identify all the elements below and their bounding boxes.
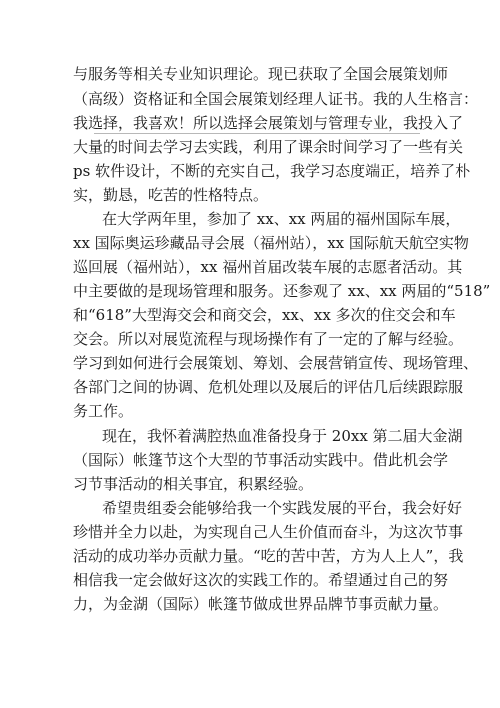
text-line: 珍惜并全力以赴，为实现自己人生价值而奋斗，为这次节事	[73, 523, 464, 541]
text-line: 在大学两年里，参加了 xx、xx 两届的福州国际车展，	[102, 210, 461, 228]
text-line: 习节事活动的相关事宜，积累经验。	[73, 475, 314, 493]
text-line: 交会。所以对展览流程与现场操作有了一定的了解与经验。	[73, 330, 464, 348]
text-line: xx 国际奥运珍藏品寻会展（福州站），xx 国际航天航空实物	[73, 234, 469, 252]
text-line: 大量的时间去学习去实践，利用了课余时间学习了一些有关	[73, 138, 464, 156]
text-line: 务工作。	[73, 402, 134, 420]
text-line: （高级）资格证和全国会展策划经理人证书。我的人生格言：	[73, 90, 479, 108]
text-line: 相信我一定会做好这次的实践工作的。希望通过自己的努	[73, 571, 449, 589]
text-line: 希望贵组委会能够给我一个实践发展的平台，我会好好	[102, 499, 463, 517]
text-line: 各部门之间的协调、危机处理以及展后的评估几后续跟踪服	[73, 378, 464, 396]
text-line: 我选择，我喜欢！所以选择会展策划与管理专业，我投入了	[73, 114, 464, 132]
text-line: 中主要做的是现场管理和服务。还参观了 xx、xx 两届的“518”	[73, 282, 491, 300]
text-line: 与服务等相关专业知识理论。现已获取了全国会展策划师	[73, 65, 449, 83]
text-line: 和“618”大型海交会和商交会，xx、xx 多次的住交会和车	[73, 306, 456, 324]
text-line: 巡回展（福州站），xx 福州首届改装车展的志愿者活动。其	[73, 258, 463, 276]
horizontal-rule	[94, 133, 420, 134]
text-line: 现在，我怀着满腔热血准备投身于 20xx 第二届大金湖	[102, 427, 463, 445]
text-line: ps 软件设计，不断的充实自己，我学习态度端正，培养了朴	[73, 162, 471, 180]
text-line: 实，勤恳，吃苦的性格特点。	[73, 186, 269, 204]
text-line: 学习到如何进行会展策划、筹划、会展营销宣传、现场管理、	[73, 354, 479, 372]
text-line: 力，为金湖（国际）帐篷节做成世界品牌节事贡献力量。	[73, 595, 449, 613]
text-line: （国际）帐篷节这个大型的节事活动实践中。借此机会学	[73, 451, 449, 469]
text-line: 活动的成功举办贡献力量。“吃的苦中苦，方为人上人”，我	[73, 547, 464, 565]
